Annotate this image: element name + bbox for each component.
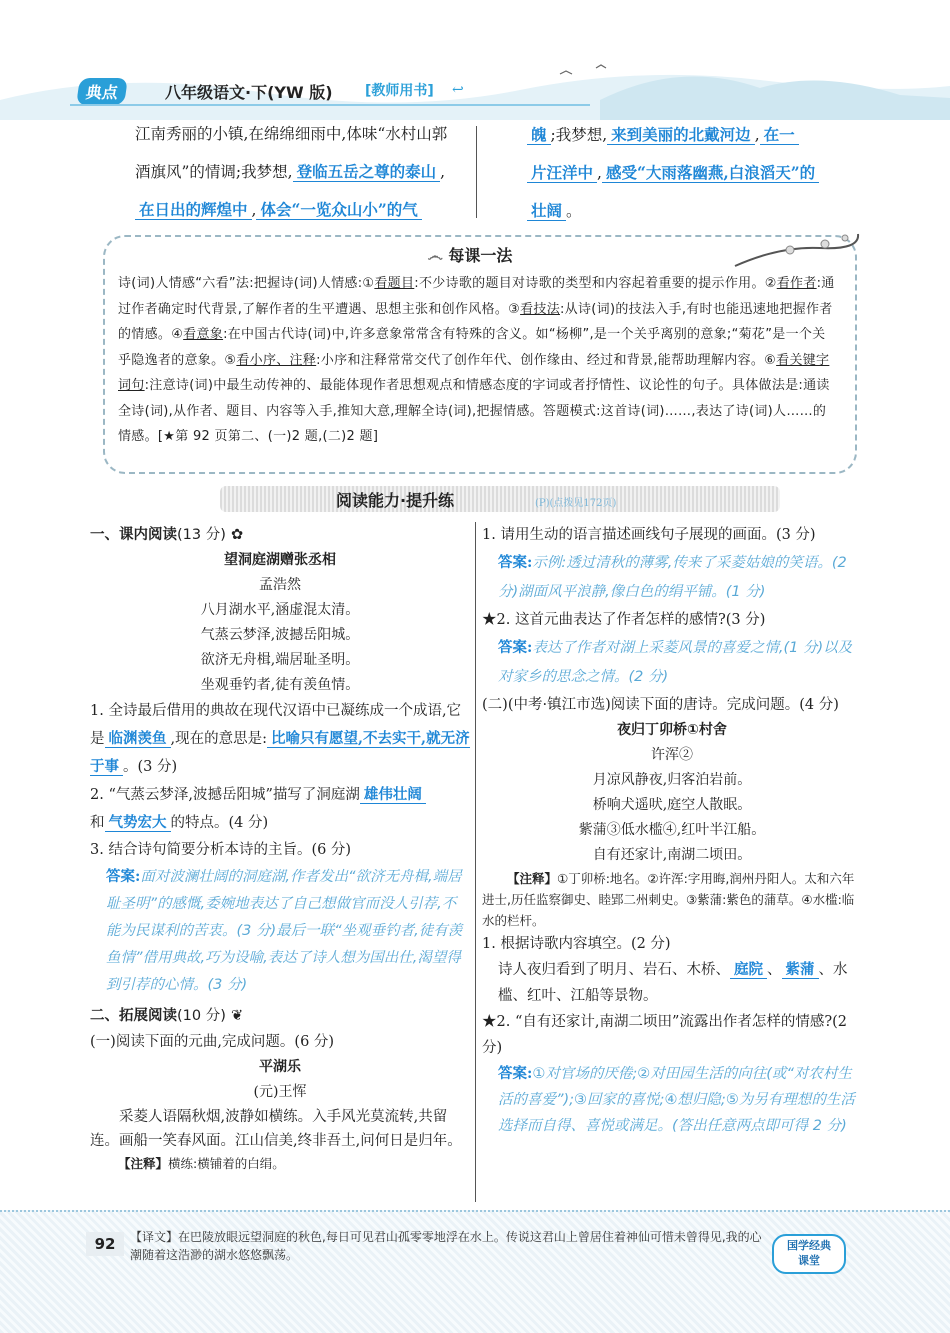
text-line: 酒旗风”的情调;我梦想, (135, 163, 293, 181)
text-line: , (597, 164, 602, 182)
method-key: 看题目 (374, 276, 415, 291)
note-text: ①丁卯桥:地名。②许浑:字用晦,润州丹阳人。太和六年进士,历任监察御史、睦郢二州刺史。③紫蒲:紫色的蒲草。④水槛:临水的栏杆。 (482, 871, 855, 928)
method-text: 诗(词)人情感“六看”法:把握诗(词)人情感:① (118, 276, 375, 291)
answer-blank: 雄伟壮阔 (360, 786, 426, 804)
poem-line: 月凉风静夜,归客泊岩前。 (592, 772, 752, 788)
answer-blank: 在日出的辉煌中 (135, 200, 252, 220)
method-title (120, 243, 820, 266)
section-score: (10 分) (177, 1008, 226, 1024)
banner-ref: (P)(点拨见172页) (535, 498, 617, 509)
question-text: 、 (767, 962, 782, 978)
answer-blank: 紫蒲 (782, 961, 819, 979)
answer-text: 面对波澜壮阔的洞庭湖,作者发出“欲济无舟楫,端居耻圣明”的感慨,委婉地表达了自己想做官而没人引荐,不能为民谋利的苦衷。(3 分)最后一联“坐观垂钓者,徒有羡鱼情”借用典故,巧为设喻,表达了诗人想为国出仕,渴望得到引荐的心情。(3 分) (106, 869, 463, 993)
method-body (118, 271, 838, 450)
answer-blank: 气势宏大 (105, 814, 171, 832)
column-divider (475, 522, 476, 1202)
page-number: 92 (86, 1232, 124, 1256)
poem-line: 欲济无舟楫,端居耻圣明。 (200, 652, 360, 668)
answer-text: ①对官场的厌倦;②对田园生活的向往(或“对农村生活的喜爱”);③回家的喜悦;④想归隐;⑤为另有理想的生活选择而自得、喜悦或满足。(答出任意两点即可得 2 分) (498, 1066, 855, 1134)
text-line: , (251, 201, 257, 219)
answer-text: 示例:透过清秋的薄雾,传来了采菱姑娘的笑语。(2 分)湖面风平浪静,像白色的绢平铺。(1 分) (498, 555, 847, 600)
answer-blank: 庭院 (730, 961, 767, 979)
poem-text: 采菱人语隔秋烟,波静如横练。入手风光莫流转,共留连。画船一笑春风面。江山信美,终非吾土,问何日是归年。 (90, 1109, 462, 1149)
text-line: 江南秀丽的小镇,在绵绵细雨中,体味“水村山郭 (135, 125, 448, 143)
poem-line: 八月湖水平,涵虚混太清。 (200, 602, 360, 618)
note-label: 【注释】 (507, 871, 558, 886)
answer-blank: 比喻只有愿望,不去实干,就无济于事 (90, 730, 470, 775)
poem-title: 平湖乐 (259, 1059, 301, 1075)
footer-logo (772, 1234, 846, 1274)
answer-label: 答案: (498, 639, 533, 656)
book-title: 八年级语文·下(YW 版) (165, 83, 333, 102)
flower-icon: ✿ (230, 527, 244, 543)
question-text: ★2. “自有还家计,南湖二顷田”流露出作者怎样的情感?(2 分) (482, 1014, 848, 1056)
poem-line: 气蒸云梦泽,波撼岳阳城。 (200, 627, 360, 643)
poem-author: 许浑② (651, 747, 693, 763)
answer-blank: 感受“大雨落幽燕,白浪滔天”的 (602, 163, 819, 183)
right-column (482, 522, 862, 1139)
method-text: :小序和注释常常交代了创作年代、创作缘由、经过和背景,能帮助理解内容。⑥ (316, 352, 777, 368)
section-title: 一、课内阅读 (90, 527, 177, 543)
text-line: ;我梦想, (550, 126, 608, 144)
answer-blank: 体会“一览众山小”的气 (256, 200, 421, 220)
section-title: 二、拓展阅读 (90, 1008, 177, 1024)
swirl-icon: ෴ (427, 246, 449, 265)
question-text: ★2. 这首元曲表达了作者怎样的感情?(3 分) (482, 612, 766, 628)
method-text: :通过作者确定时代背景,了解作者的生平遭遇、思想主张和创作风格。③ (118, 276, 835, 317)
answer-blank: 来到美丽的北戴河边 (607, 125, 755, 145)
column-divider (476, 126, 477, 218)
text-line: , (754, 126, 760, 144)
poem-line: 自有还家计,南湖二顷田。 (592, 847, 752, 863)
teacher-tag: [教师用书] (365, 83, 434, 99)
subsection-text: (二)(中考·镇江市选)阅读下面的唐诗。完成问题。(4 分) (482, 697, 839, 713)
method-title-text: 每课一法 (448, 246, 513, 265)
method-key: 看技法 (520, 301, 560, 317)
answer-label: 答案: (498, 554, 533, 571)
poem-line: 桥响犬遥吠,庭空人散眠。 (592, 797, 752, 813)
method-text: :不少诗歌的题目对诗歌的类型和内容起着重要的提示作用。② (414, 276, 777, 291)
answer-label: 答案: (106, 868, 141, 885)
note-label: 【注释】 (118, 1156, 169, 1171)
question-text: 。(3 分) (123, 759, 178, 775)
question-text: ,现在的意思是: (170, 731, 267, 747)
header-rule (70, 104, 590, 106)
answer-blank: 魄 (527, 125, 551, 145)
footer-translation: 【译文】在巴陵放眼远望洞庭的秋色,每日可见君山孤零零地浮在水上。传说这君山上曾居住着神仙可惜未曾得见,我的心潮随着这浩渺的湖水悠悠飘荡。 (130, 1230, 762, 1262)
logo-line: 国学经典 (787, 1239, 831, 1252)
poem-line: 紫蒲③低水槛④,红叶半江船。 (578, 822, 766, 838)
answer-blank: 壮阔 (527, 201, 566, 221)
poem-title: 望洞庭湖赠张丞相 (224, 552, 336, 568)
text-line: , (440, 163, 446, 181)
method-key: 看意象 (183, 327, 224, 342)
poem-line: 坐观垂钓者,徒有羡鱼情。 (200, 677, 360, 693)
poem-author: 孟浩然 (259, 577, 301, 593)
question-text: 、水槛、红叶、江船等景物。 (498, 962, 848, 1004)
top-left-text (135, 116, 465, 229)
banner-title: 阅读能力·提升练 (335, 491, 455, 510)
poem-title: 夜归丁卯桥①村舍 (617, 722, 727, 738)
answer-blank: 临渊羡鱼 (105, 730, 171, 748)
top-right-text (527, 116, 867, 230)
poem-author: (元)王恽 (253, 1084, 307, 1100)
answer-blank: 片汪洋中 (527, 163, 597, 183)
method-text: :注意诗(词)中最生动传神的、最能体现作者思想观点和情感态度的字词或者抒情性、议论性的句子。具体做法是:通读全诗(词),从作者、题目、内容等入手,推知大意,理解全诗(词),把握情感。答题模式:这首诗(词)……,表达了诗(词)人……的情感。[★第 92 页第二、(一)2 题,(二)2 题] (118, 378, 830, 444)
question-text: 2. “气蒸云梦泽,波撼岳阳城”描写了洞庭湖 (90, 787, 360, 803)
method-text: :从诗(词)的技法入手,有时也能迅速地把握作者的情感。④ (118, 301, 833, 342)
method-text: :在中国古代诗(词)中,许多意象常常含有特殊的含义。如“杨柳”,是一个关乎离别的意象;“菊花”是一个关乎隐逸者的意象。⑤ (118, 327, 826, 368)
footer-wave (0, 1210, 950, 1220)
question-text: 1. 请用生动的语言描述画线句子展现的画面。(3 分) (482, 527, 816, 543)
left-column (90, 522, 470, 1174)
answer-blank: 在一 (760, 125, 799, 145)
question-text: 3. 结合诗句简要分析本诗的主旨。(6 分) (90, 842, 352, 858)
note-text: 横练:横铺着的白绢。 (168, 1156, 285, 1171)
section-score: (13 分) (177, 527, 226, 543)
question-text: 1. 全诗最后借用的典故在现代汉语中已凝练成一个成语,它是 (90, 703, 462, 747)
return-arrow-icon: ↩ (452, 82, 464, 98)
logo-line: 课堂 (798, 1254, 820, 1267)
answer-blank: 登临五岳之尊的泰山 (293, 162, 441, 182)
answer-label: 答案: (498, 1065, 533, 1082)
text-line: 。 (566, 202, 582, 220)
method-key: 看作者 (776, 276, 817, 291)
subsection-text: (一)阅读下面的元曲,完成问题。(6 分) (90, 1034, 335, 1050)
method-key: 看小序、注释 (236, 352, 317, 368)
leaf-icon: ❦ (230, 1008, 244, 1024)
brand-logo (78, 78, 164, 106)
question-text: 和 (90, 815, 105, 831)
brand-text: 典点 (76, 78, 128, 105)
question-text: 的特点。(4 分) (170, 815, 269, 831)
question-text: 1. 根据诗歌内容填空。(2 分) (482, 936, 671, 952)
question-text: 诗人夜归看到了明月、岩石、木桥、 (498, 962, 730, 978)
answer-text: 表达了作者对湖上采菱风景的喜爱之情,(1 分)以及对家乡的思念之情。(2 分) (498, 640, 853, 685)
method-key: 看关键字词句 (118, 352, 830, 393)
